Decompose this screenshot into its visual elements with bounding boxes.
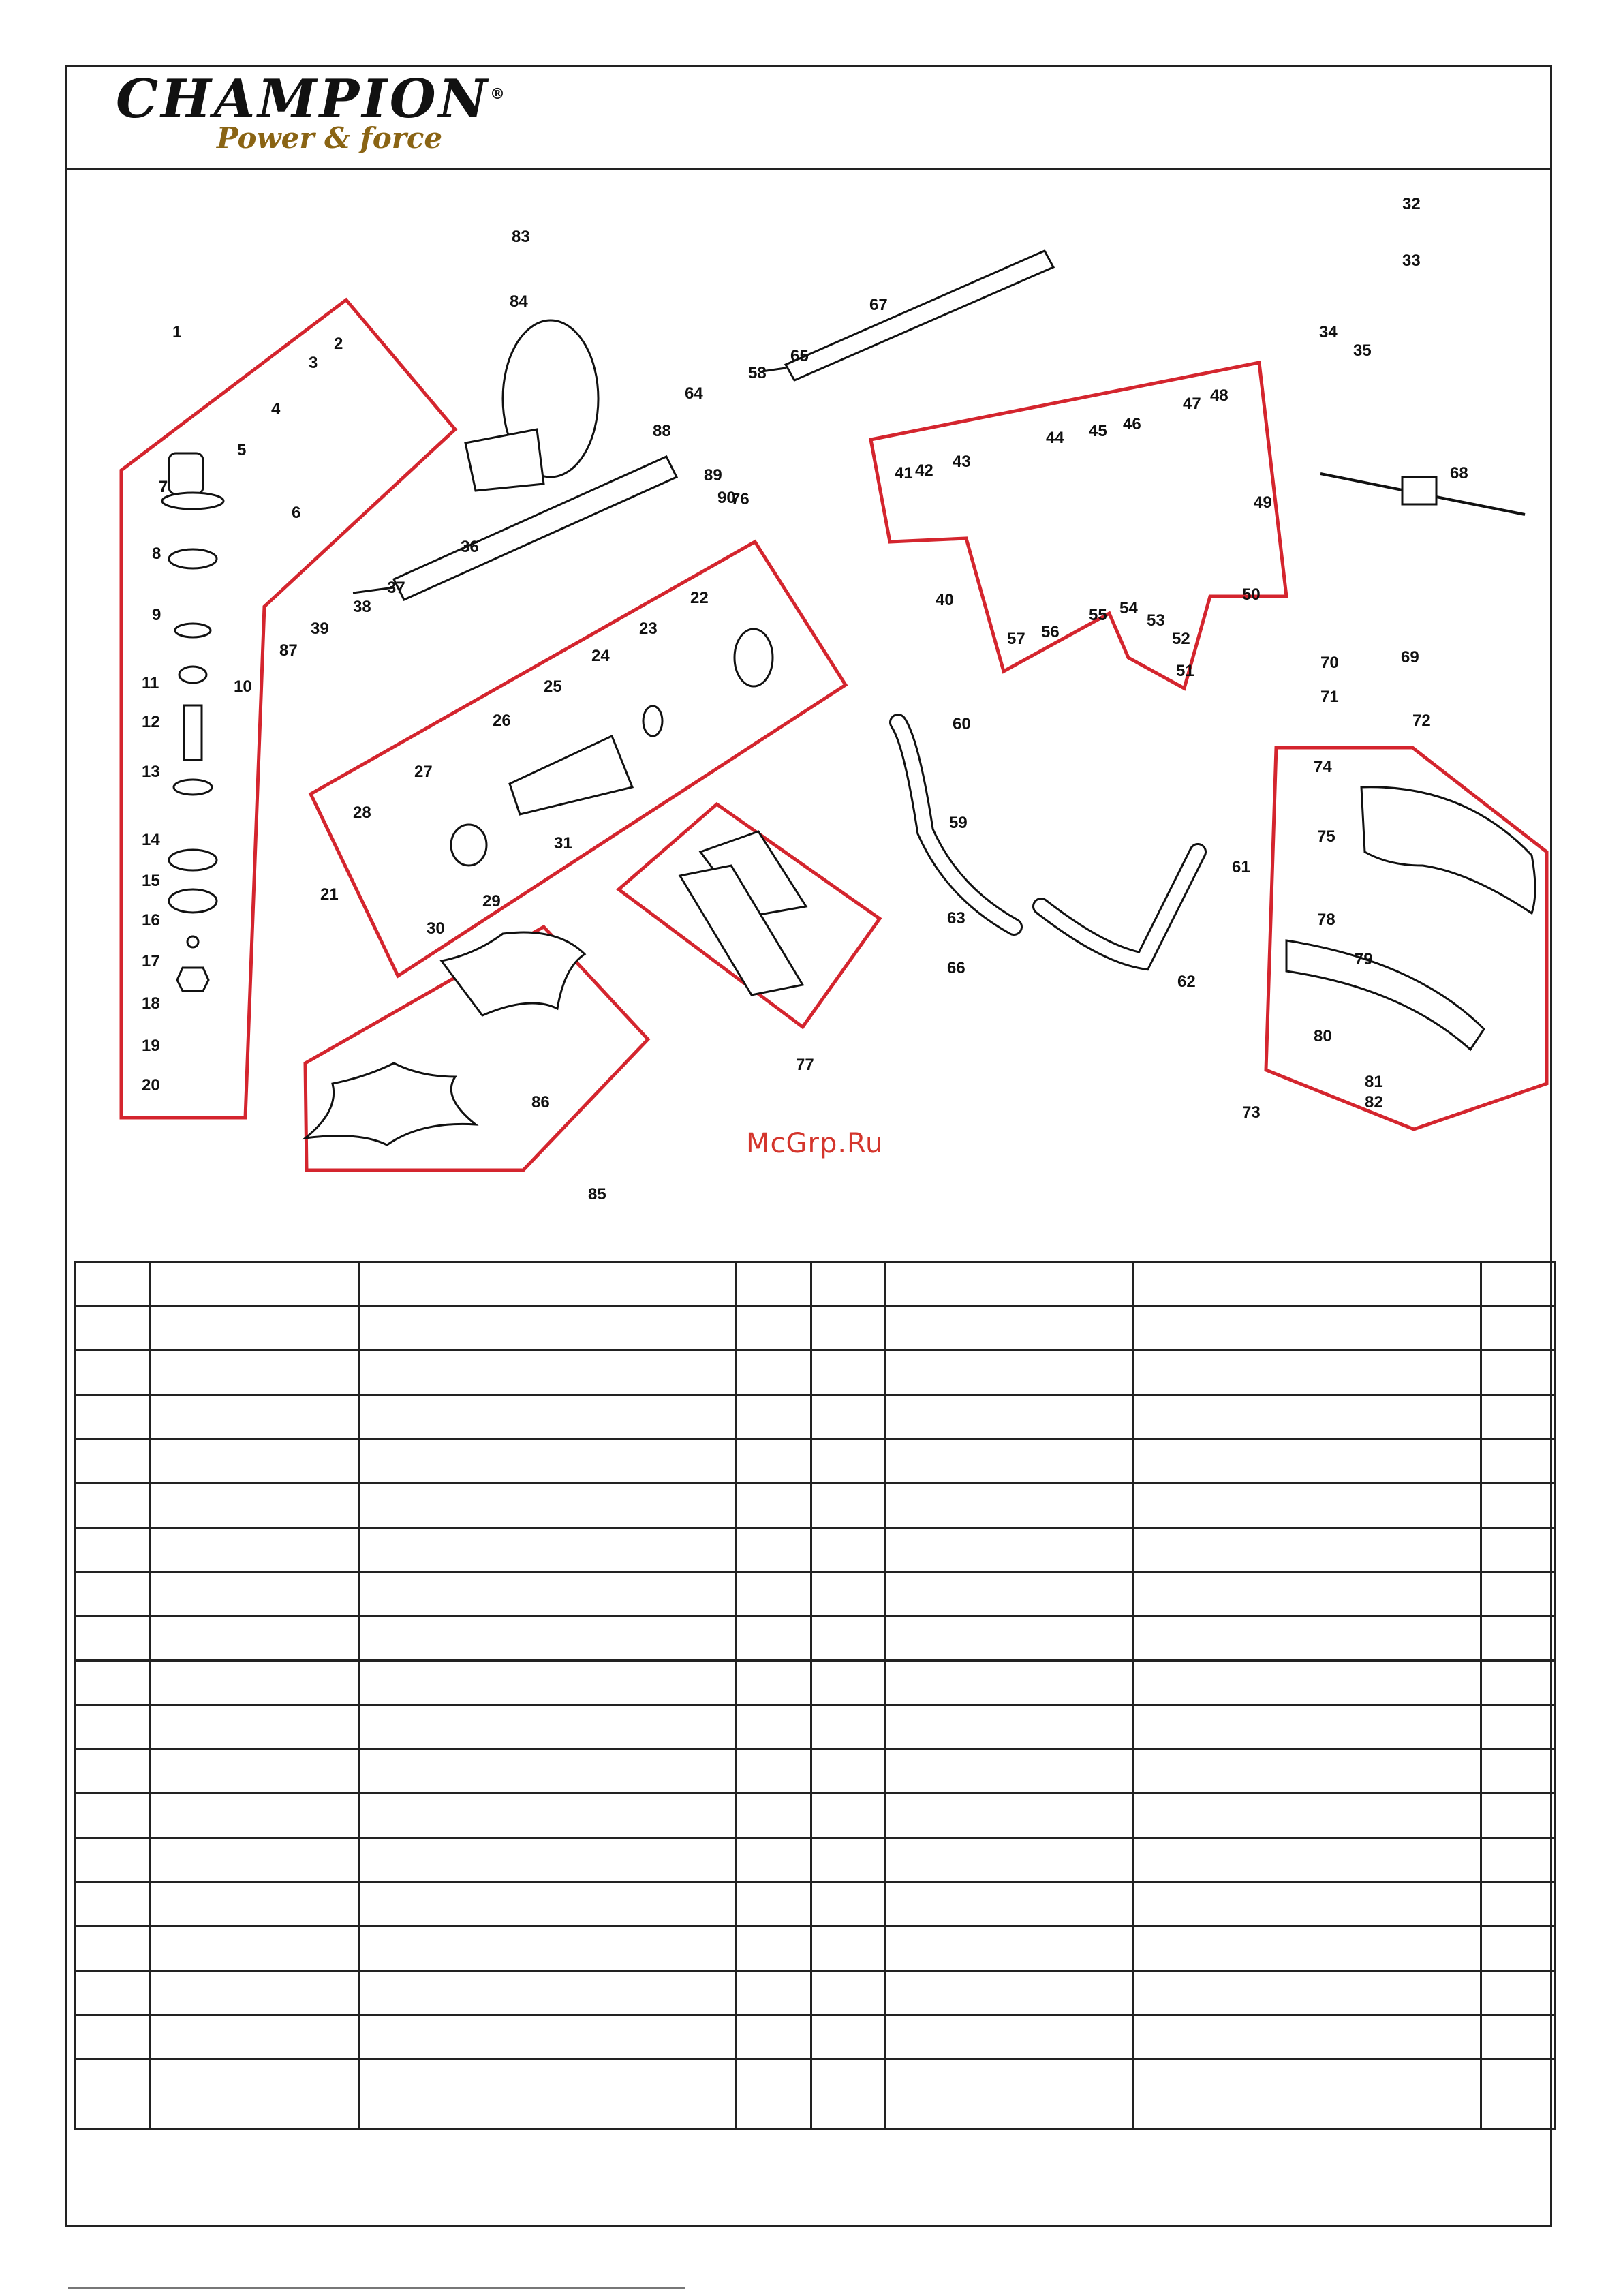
table-cell bbox=[737, 2060, 812, 2130]
table-cell bbox=[151, 1484, 360, 1528]
table-cell bbox=[1481, 1351, 1555, 1395]
callout-88: 88 bbox=[653, 422, 671, 440]
table-cell bbox=[885, 1882, 1134, 1927]
table-cell bbox=[75, 1395, 151, 1439]
table-cell bbox=[75, 1705, 151, 1749]
table-cell bbox=[75, 1351, 151, 1395]
brand-tagline: Power & force bbox=[217, 121, 443, 155]
table-cell bbox=[75, 1528, 151, 1572]
callout-26: 26 bbox=[493, 711, 511, 730]
table-cell bbox=[812, 1306, 885, 1351]
table-cell bbox=[1134, 1882, 1481, 1927]
callout-38: 38 bbox=[353, 598, 371, 616]
table-row bbox=[75, 1838, 1555, 1882]
table-cell bbox=[1481, 2015, 1555, 2060]
callout-22: 22 bbox=[690, 589, 709, 607]
callout-1: 1 bbox=[172, 323, 182, 341]
table-row bbox=[75, 1528, 1555, 1572]
table-cell bbox=[737, 1439, 812, 1484]
table-cell bbox=[737, 1484, 812, 1528]
table-cell bbox=[75, 1838, 151, 1882]
table-cell bbox=[737, 2015, 812, 2060]
table-row bbox=[75, 2015, 1555, 2060]
table-cell bbox=[812, 1749, 885, 1794]
table-cell bbox=[737, 1749, 812, 1794]
callout-24: 24 bbox=[591, 647, 610, 665]
callout-63: 63 bbox=[947, 909, 965, 928]
callout-84: 84 bbox=[510, 292, 528, 311]
footer-rule bbox=[68, 2287, 685, 2289]
table-cell bbox=[360, 1838, 737, 1882]
table-cell bbox=[1134, 1572, 1481, 1617]
table-cell bbox=[1481, 1484, 1555, 1528]
table-row bbox=[75, 1971, 1555, 2015]
table-cell bbox=[885, 1528, 1134, 1572]
table-cell bbox=[360, 1262, 737, 1306]
table-cell bbox=[1481, 1661, 1555, 1705]
callout-19: 19 bbox=[142, 1037, 160, 1055]
table-cell bbox=[360, 1882, 737, 1927]
callout-87: 87 bbox=[279, 641, 298, 660]
callout-4: 4 bbox=[271, 400, 281, 418]
callout-74: 74 bbox=[1314, 758, 1332, 776]
table-cell bbox=[737, 1262, 812, 1306]
callout-58: 58 bbox=[748, 364, 767, 382]
callout-75: 75 bbox=[1317, 827, 1335, 846]
callout-25: 25 bbox=[544, 677, 562, 696]
table-cell bbox=[151, 1882, 360, 1927]
table-cell bbox=[151, 1439, 360, 1484]
callout-56: 56 bbox=[1041, 623, 1060, 641]
callout-23: 23 bbox=[639, 619, 658, 638]
blade-3tooth bbox=[442, 932, 585, 1015]
outline-group-1 bbox=[121, 300, 455, 1118]
table-cell bbox=[151, 1572, 360, 1617]
grass-guard bbox=[1361, 787, 1535, 913]
table-row bbox=[75, 1882, 1555, 1927]
table-cell bbox=[1481, 1439, 1555, 1484]
callout-72: 72 bbox=[1412, 711, 1431, 730]
table-cell bbox=[360, 1306, 737, 1351]
table-cell bbox=[1481, 1528, 1555, 1572]
callout-37: 37 bbox=[387, 579, 405, 597]
table-cell bbox=[151, 1395, 360, 1439]
callout-54: 54 bbox=[1119, 599, 1138, 617]
table-cell bbox=[812, 1794, 885, 1838]
callout-29: 29 bbox=[482, 892, 501, 910]
table-cell bbox=[1134, 1395, 1481, 1439]
callout-48: 48 bbox=[1210, 386, 1228, 405]
table-cell bbox=[1134, 1971, 1481, 2015]
callout-28: 28 bbox=[353, 803, 371, 822]
table-cell bbox=[812, 1661, 885, 1705]
callout-61: 61 bbox=[1232, 858, 1250, 876]
table-cell bbox=[812, 1617, 885, 1661]
callout-53: 53 bbox=[1147, 611, 1165, 630]
table-row bbox=[75, 1705, 1555, 1749]
callout-90: 90 bbox=[717, 489, 736, 507]
table-row bbox=[75, 1262, 1555, 1306]
callout-44: 44 bbox=[1046, 429, 1064, 447]
table-cell bbox=[812, 1705, 885, 1749]
callout-30: 30 bbox=[427, 919, 445, 938]
table-cell bbox=[1134, 2015, 1481, 2060]
table-cell bbox=[1481, 1927, 1555, 1971]
callout-46: 46 bbox=[1123, 415, 1141, 433]
callout-80: 80 bbox=[1314, 1027, 1332, 1045]
table-cell bbox=[737, 1971, 812, 2015]
callout-36: 36 bbox=[461, 538, 479, 556]
table-cell bbox=[75, 1262, 151, 1306]
callout-71: 71 bbox=[1320, 688, 1339, 706]
table-cell bbox=[151, 1617, 360, 1661]
callout-14: 14 bbox=[142, 831, 160, 849]
callout-27: 27 bbox=[414, 763, 433, 781]
callout-8: 8 bbox=[152, 545, 161, 563]
table-row bbox=[75, 1439, 1555, 1484]
callout-9: 9 bbox=[152, 606, 161, 624]
table-row bbox=[75, 1749, 1555, 1794]
table-cell bbox=[1134, 1617, 1481, 1661]
callout-2: 2 bbox=[334, 335, 343, 353]
callout-10: 10 bbox=[234, 677, 252, 696]
table-cell bbox=[360, 1927, 737, 1971]
table-row bbox=[75, 1572, 1555, 1617]
table-cell bbox=[75, 1617, 151, 1661]
callout-78: 78 bbox=[1317, 910, 1335, 929]
table-cell bbox=[151, 1351, 360, 1395]
table-cell bbox=[1481, 1617, 1555, 1661]
exploded-parts-diagram bbox=[67, 170, 1551, 1261]
clutch-housing bbox=[510, 736, 632, 814]
table-row bbox=[75, 1617, 1555, 1661]
callout-47: 47 bbox=[1183, 395, 1201, 413]
table-cell bbox=[737, 1705, 812, 1749]
table-cell bbox=[737, 1572, 812, 1617]
table-cell bbox=[885, 1439, 1134, 1484]
callout-76: 76 bbox=[731, 490, 749, 508]
table-row bbox=[75, 1306, 1555, 1351]
table-cell bbox=[1134, 1484, 1481, 1528]
callout-13: 13 bbox=[142, 763, 160, 781]
callout-62: 62 bbox=[1177, 973, 1196, 991]
callout-33: 33 bbox=[1402, 251, 1421, 270]
callout-43: 43 bbox=[953, 453, 971, 471]
table-cell bbox=[737, 1882, 812, 1927]
table-cell bbox=[151, 2015, 360, 2060]
table-cell bbox=[360, 1794, 737, 1838]
callout-7: 7 bbox=[159, 478, 168, 496]
callout-85: 85 bbox=[588, 1185, 606, 1204]
callout-64: 64 bbox=[685, 384, 703, 403]
table-cell bbox=[360, 1351, 737, 1395]
callout-67: 67 bbox=[869, 296, 888, 314]
callout-35: 35 bbox=[1353, 341, 1372, 360]
callout-66: 66 bbox=[947, 959, 965, 977]
callout-42: 42 bbox=[915, 461, 933, 480]
table-cell bbox=[360, 1439, 737, 1484]
table-cell bbox=[885, 1262, 1134, 1306]
callout-69: 69 bbox=[1401, 648, 1419, 667]
table-cell bbox=[812, 1882, 885, 1927]
table-row bbox=[75, 1794, 1555, 1838]
table-row bbox=[75, 1351, 1555, 1395]
callout-65: 65 bbox=[790, 347, 809, 365]
table-cell bbox=[360, 1705, 737, 1749]
callout-83: 83 bbox=[512, 228, 530, 246]
table-cell bbox=[885, 1617, 1134, 1661]
table-cell bbox=[812, 1528, 885, 1572]
callout-39: 39 bbox=[311, 619, 329, 638]
table-cell bbox=[737, 1306, 812, 1351]
table-cell bbox=[737, 1838, 812, 1882]
table-cell bbox=[75, 1927, 151, 1971]
table-cell bbox=[1134, 2060, 1481, 2130]
table-cell bbox=[1134, 1927, 1481, 1971]
table-cell bbox=[885, 1971, 1134, 2015]
table-cell bbox=[812, 1351, 885, 1395]
callout-55: 55 bbox=[1089, 606, 1107, 624]
callout-11: 11 bbox=[142, 674, 159, 692]
table-cell bbox=[1134, 1749, 1481, 1794]
table-cell bbox=[812, 1484, 885, 1528]
table-row bbox=[75, 1661, 1555, 1705]
table-cell bbox=[1134, 1838, 1481, 1882]
table-cell bbox=[75, 2015, 151, 2060]
table-cell bbox=[885, 1306, 1134, 1351]
table-cell bbox=[151, 1705, 360, 1749]
gear-housing bbox=[169, 453, 203, 494]
table-row bbox=[75, 1927, 1555, 1971]
table-cell bbox=[360, 1572, 737, 1617]
table-cell bbox=[737, 1927, 812, 1971]
table-cell bbox=[737, 1351, 812, 1395]
table-cell bbox=[151, 1661, 360, 1705]
callout-41: 41 bbox=[895, 464, 913, 483]
table-cell bbox=[885, 2060, 1134, 2130]
table-cell bbox=[360, 1395, 737, 1439]
callout-89: 89 bbox=[704, 466, 722, 485]
callout-3: 3 bbox=[309, 354, 318, 372]
table-cell bbox=[151, 1528, 360, 1572]
table-cell bbox=[1134, 1661, 1481, 1705]
table-cell bbox=[737, 1395, 812, 1439]
table-cell bbox=[1134, 1705, 1481, 1749]
table-cell bbox=[812, 1262, 885, 1306]
table-cell bbox=[151, 1262, 360, 1306]
table-cell bbox=[75, 1306, 151, 1351]
table-cell bbox=[885, 1351, 1134, 1395]
table-cell bbox=[75, 1749, 151, 1794]
table-cell bbox=[885, 1927, 1134, 1971]
table-cell bbox=[1481, 1838, 1555, 1882]
table-cell bbox=[812, 2015, 885, 2060]
table-cell bbox=[151, 1971, 360, 2015]
table-cell bbox=[885, 1794, 1134, 1838]
callout-77: 77 bbox=[796, 1056, 814, 1074]
table-cell bbox=[737, 1794, 812, 1838]
group-outlines bbox=[121, 300, 1547, 1170]
table-cell bbox=[360, 1749, 737, 1794]
table-cell bbox=[885, 1705, 1134, 1749]
table-cell bbox=[737, 1661, 812, 1705]
callout-40: 40 bbox=[936, 591, 954, 609]
callout-16: 16 bbox=[142, 911, 160, 930]
table-cell bbox=[885, 1572, 1134, 1617]
table-cell bbox=[1134, 1528, 1481, 1572]
drive-shaft-upper bbox=[786, 251, 1053, 380]
callout-86: 86 bbox=[531, 1093, 550, 1112]
callout-50: 50 bbox=[1242, 585, 1261, 604]
table-cell bbox=[75, 1439, 151, 1484]
callout-17: 17 bbox=[142, 952, 160, 970]
callout-18: 18 bbox=[142, 994, 160, 1013]
table-cell bbox=[812, 1838, 885, 1882]
brand-logo: CHAMPION® bbox=[116, 68, 508, 130]
callout-21: 21 bbox=[320, 885, 339, 904]
callout-51: 51 bbox=[1176, 662, 1194, 680]
table-cell bbox=[75, 2060, 151, 2130]
table-row bbox=[75, 1484, 1555, 1528]
callout-79: 79 bbox=[1355, 950, 1373, 968]
table-cell bbox=[75, 1661, 151, 1705]
table-cell bbox=[1481, 1882, 1555, 1927]
table-cell bbox=[737, 1528, 812, 1572]
table-cell bbox=[360, 1528, 737, 1572]
table-cell bbox=[1481, 1794, 1555, 1838]
table-cell bbox=[1134, 1439, 1481, 1484]
table-cell bbox=[1134, 1306, 1481, 1351]
table-cell bbox=[885, 1484, 1134, 1528]
outline-group-40 bbox=[871, 363, 1286, 688]
table-cell bbox=[812, 2060, 885, 2130]
table-cell bbox=[1134, 1794, 1481, 1838]
table-cell bbox=[1134, 1351, 1481, 1395]
table-cell bbox=[360, 1617, 737, 1661]
table-cell bbox=[737, 1617, 812, 1661]
table-cell bbox=[151, 1927, 360, 1971]
table-row bbox=[75, 1395, 1555, 1439]
callout-32: 32 bbox=[1402, 195, 1421, 213]
table-cell bbox=[812, 1395, 885, 1439]
table-cell bbox=[151, 1794, 360, 1838]
callout-57: 57 bbox=[1007, 630, 1025, 648]
callout-labels bbox=[142, 195, 1468, 1204]
table-cell bbox=[360, 1661, 737, 1705]
callout-82: 82 bbox=[1365, 1093, 1383, 1112]
callout-70: 70 bbox=[1320, 654, 1339, 672]
table-cell bbox=[1481, 1705, 1555, 1749]
table-cell bbox=[1481, 2060, 1555, 2130]
table-cell bbox=[885, 1749, 1134, 1794]
callout-15: 15 bbox=[142, 872, 160, 890]
callout-12: 12 bbox=[142, 713, 160, 731]
table-cell bbox=[1134, 1262, 1481, 1306]
callout-52: 52 bbox=[1172, 630, 1190, 648]
callout-45: 45 bbox=[1089, 422, 1107, 440]
table-cell bbox=[151, 1306, 360, 1351]
table-cell bbox=[1481, 1749, 1555, 1794]
callout-34: 34 bbox=[1319, 323, 1338, 341]
table-cell bbox=[885, 1661, 1134, 1705]
callout-49: 49 bbox=[1254, 493, 1272, 512]
table-cell bbox=[360, 2015, 737, 2060]
table-cell bbox=[75, 1484, 151, 1528]
callout-20: 20 bbox=[142, 1076, 160, 1095]
table-cell bbox=[812, 1927, 885, 1971]
table-cell bbox=[1481, 1262, 1555, 1306]
table-cell bbox=[1481, 1572, 1555, 1617]
table-cell bbox=[151, 2060, 360, 2130]
callout-68: 68 bbox=[1450, 464, 1468, 483]
table-cell bbox=[885, 2015, 1134, 2060]
table-cell bbox=[75, 1794, 151, 1838]
table-cell bbox=[885, 1395, 1134, 1439]
callout-31: 31 bbox=[554, 834, 572, 853]
parts-table bbox=[74, 1261, 1556, 2130]
table-cell bbox=[360, 2060, 737, 2130]
table-cell bbox=[75, 1572, 151, 1617]
callout-59: 59 bbox=[949, 814, 968, 832]
watermark: McGrp.Ru bbox=[746, 1128, 884, 1159]
callout-81: 81 bbox=[1365, 1073, 1383, 1091]
table-cell bbox=[1481, 1306, 1555, 1351]
table-cell bbox=[75, 1971, 151, 2015]
table-cell bbox=[151, 1749, 360, 1794]
table-cell bbox=[151, 1838, 360, 1882]
table-cell bbox=[885, 1838, 1134, 1882]
callout-60: 60 bbox=[953, 715, 971, 733]
table-row bbox=[75, 2060, 1555, 2130]
table-cell bbox=[75, 1882, 151, 1927]
table-cell bbox=[1481, 1395, 1555, 1439]
callout-73: 73 bbox=[1242, 1103, 1261, 1122]
table-cell bbox=[812, 1971, 885, 2015]
callout-5: 5 bbox=[237, 441, 247, 459]
table-cell bbox=[360, 1484, 737, 1528]
callout-6: 6 bbox=[292, 504, 301, 522]
table-cell bbox=[812, 1572, 885, 1617]
header-divider bbox=[67, 168, 1550, 170]
table-cell bbox=[360, 1971, 737, 2015]
table-cell bbox=[1481, 1971, 1555, 2015]
table-cell bbox=[812, 1439, 885, 1484]
